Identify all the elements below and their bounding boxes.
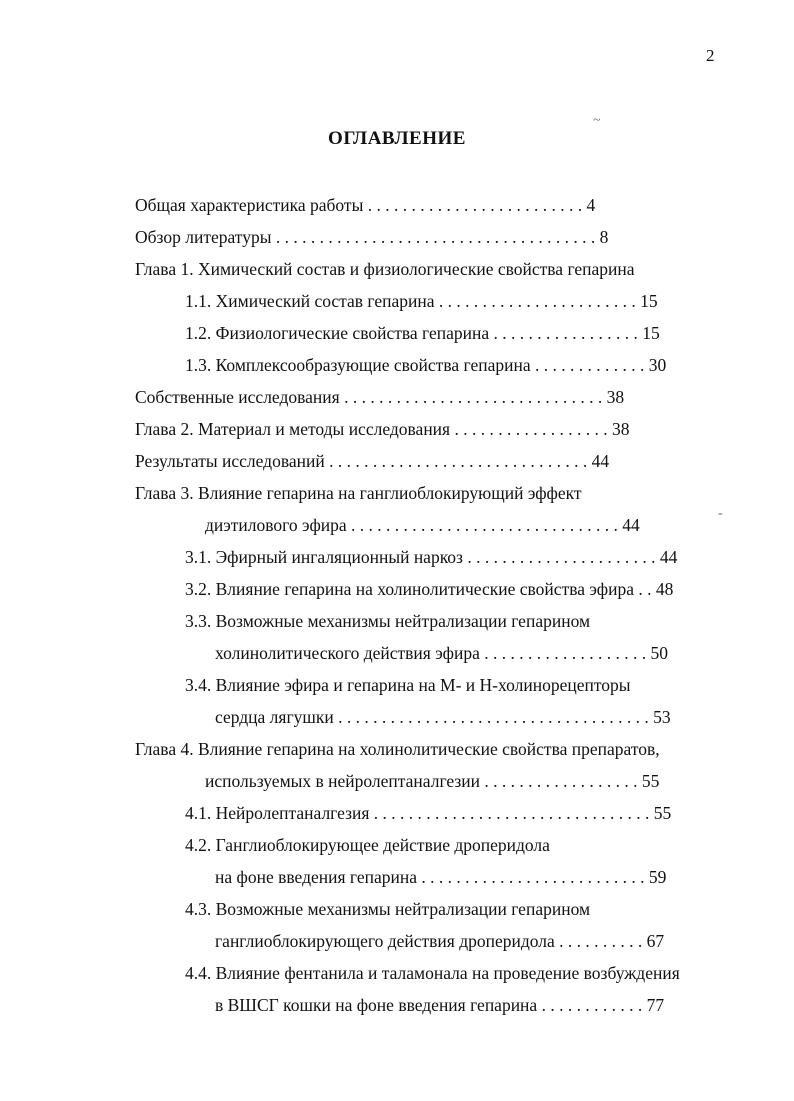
- toc-entry: Результаты исследований . . . . . . . . . . . . . . . . . . . . . . . . . . . . . . 44: [135, 451, 610, 471]
- toc-entry: 4.1. Нейролептаналгезия . . . . . . . . . . . . . . . . . . . . . . . . . . . . . . . . 55: [185, 803, 672, 823]
- toc-entry: сердца лягушки . . . . . . . . . . . . . . . . . . . . . . . . . . . . . . . . . . . . 53: [215, 707, 671, 727]
- toc-entry: 3.3. Возможные механизмы нейтрализации гепарином: [185, 611, 591, 631]
- page-number: 2: [706, 46, 715, 65]
- toc-entry: на фоне введения гепарина . . . . . . . . . . . . . . . . . . . . . . . . . . 59: [215, 867, 667, 887]
- toc-entry: Глава 4. Влияние гепарина на холинолитические свойства препаратов,: [135, 739, 660, 759]
- toc-entry: 3.1. Эфирный ингаляционный наркоз . . . . . . . . . . . . . . . . . . . . . . 44: [185, 547, 678, 567]
- toc-entry: холинолитического действия эфира . . . . . . . . . . . . . . . . . . . 50: [215, 643, 668, 663]
- toc-entry: Глава 3. Влияние гепарина на ганглиоблокирующий эффект: [135, 483, 582, 503]
- toc-entry: ганглиоблокирующего действия дроперидола . . . . . . . . . . 67: [215, 931, 665, 951]
- toc-entry: в ВШСГ кошки на фоне введения гепарина . . . . . . . . . . . . 77: [215, 995, 665, 1015]
- toc-entry: диэтилового эфира . . . . . . . . . . . . . . . . . . . . . . . . . . . . . . . 44: [205, 515, 640, 535]
- toc-entry: 1.2. Физиологические свойства гепарина . . . . . . . . . . . . . . . . . 15: [185, 323, 660, 343]
- toc-entry: Глава 1. Химический состав и физиологические свойства гепарина: [135, 259, 635, 279]
- toc-entry: Общая характеристика работы . . . . . . . . . . . . . . . . . . . . . . . . . 4: [135, 195, 596, 215]
- toc-entry: 4.2. Ганглиоблокирующее действие дроперидола: [185, 835, 550, 855]
- toc-entry: 1.3. Комплексообразующие свойства гепарина . . . . . . . . . . . . . 30: [185, 355, 667, 375]
- scan-mark: ~: [593, 113, 601, 128]
- toc-entry: 4.3. Возможные механизмы нейтрализации гепарином: [185, 899, 591, 919]
- scan-mark: -: [718, 506, 723, 521]
- toc-entry: используемых в нейролептаналгезии . . . . . . . . . . . . . . . . . . 55: [205, 771, 660, 791]
- toc-entry: Глава 2. Материал и методы исследования . . . . . . . . . . . . . . . . . . 38: [135, 419, 630, 439]
- toc-entry: 1.1. Химический состав гепарина . . . . . . . . . . . . . . . . . . . . . . . 15: [185, 291, 658, 311]
- toc-entry: Обзор литературы . . . . . . . . . . . . . . . . . . . . . . . . . . . . . . . . . . . . . 8: [135, 227, 609, 247]
- toc-entry: 3.2. Влияние гепарина на холинолитические свойства эфира . . 48: [185, 579, 674, 599]
- toc-entry: 4.4. Влияние фентанила и таламонала на проведение возбуждения: [185, 963, 680, 983]
- toc-entry: 3.4. Влияние эфира и гепарина на М- и Н-холинорецепторы: [185, 675, 631, 695]
- page-title: ОГЛАВЛЕНИЕ: [328, 128, 466, 149]
- toc-entry: Собственные исследования . . . . . . . . . . . . . . . . . . . . . . . . . . . . . . 38: [135, 387, 625, 407]
